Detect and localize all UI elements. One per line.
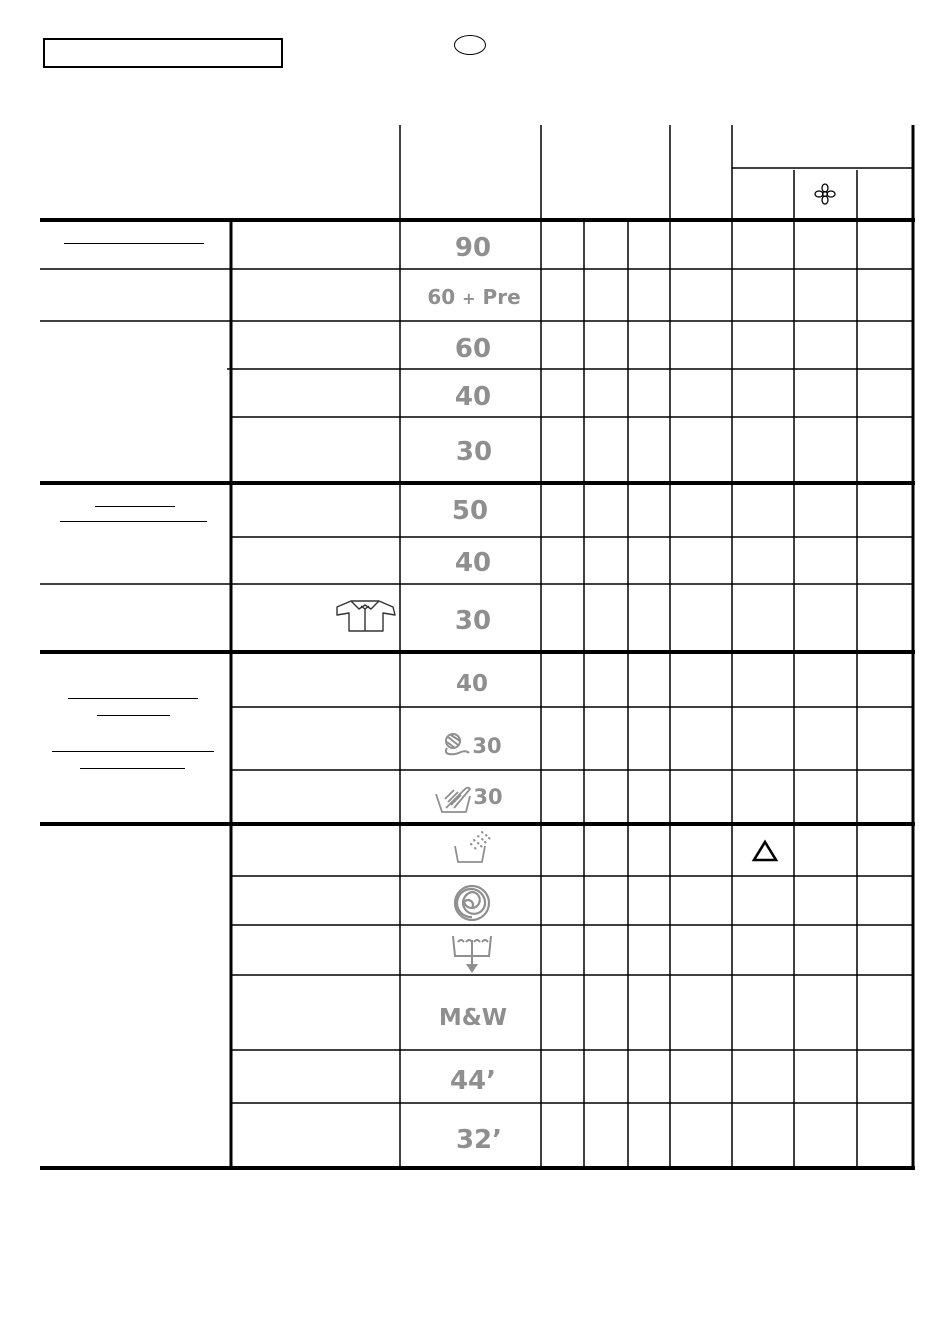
group-label-underline	[97, 715, 170, 716]
group-label-underline	[60, 521, 207, 522]
group-label-underline	[80, 768, 185, 769]
programme-temp-30: 30	[472, 734, 502, 758]
programme-temp-40: 40	[454, 382, 492, 412]
shirt-icon	[333, 597, 397, 635]
programme-temp-40: 40	[454, 548, 492, 578]
programme-temp-90: 90	[454, 233, 492, 263]
programme-temp-50: 50	[451, 496, 489, 526]
programme-temp-30: 30	[454, 606, 492, 636]
group-label-underline	[95, 506, 175, 507]
flower-icon	[814, 183, 836, 205]
programme-temp-60-pre	[416, 287, 532, 307]
hand-wash-icon	[434, 784, 474, 814]
programme-duration-44: 44’	[449, 1066, 497, 1096]
spin-icon	[453, 884, 491, 922]
group-label-underline	[52, 751, 214, 752]
group-label-underline	[68, 698, 198, 699]
programme-temp-60: 60	[454, 334, 492, 364]
prewash-label: Pre	[482, 285, 521, 309]
programme-temp-30: 30	[455, 437, 493, 467]
warning-triangle-icon	[752, 840, 778, 862]
programme-temp-30: 30	[473, 785, 503, 809]
rinse-icon	[452, 830, 494, 866]
temp-60: 60	[427, 285, 456, 309]
group-label-underline	[64, 243, 204, 244]
programme-temp-40: 40	[455, 671, 488, 697]
programme-duration-32: 32’	[455, 1125, 503, 1155]
wool-icon	[441, 731, 471, 757]
drain-icon	[449, 932, 495, 974]
plus-sign: +	[462, 289, 476, 308]
programme-mw: M&W	[438, 1005, 508, 1031]
